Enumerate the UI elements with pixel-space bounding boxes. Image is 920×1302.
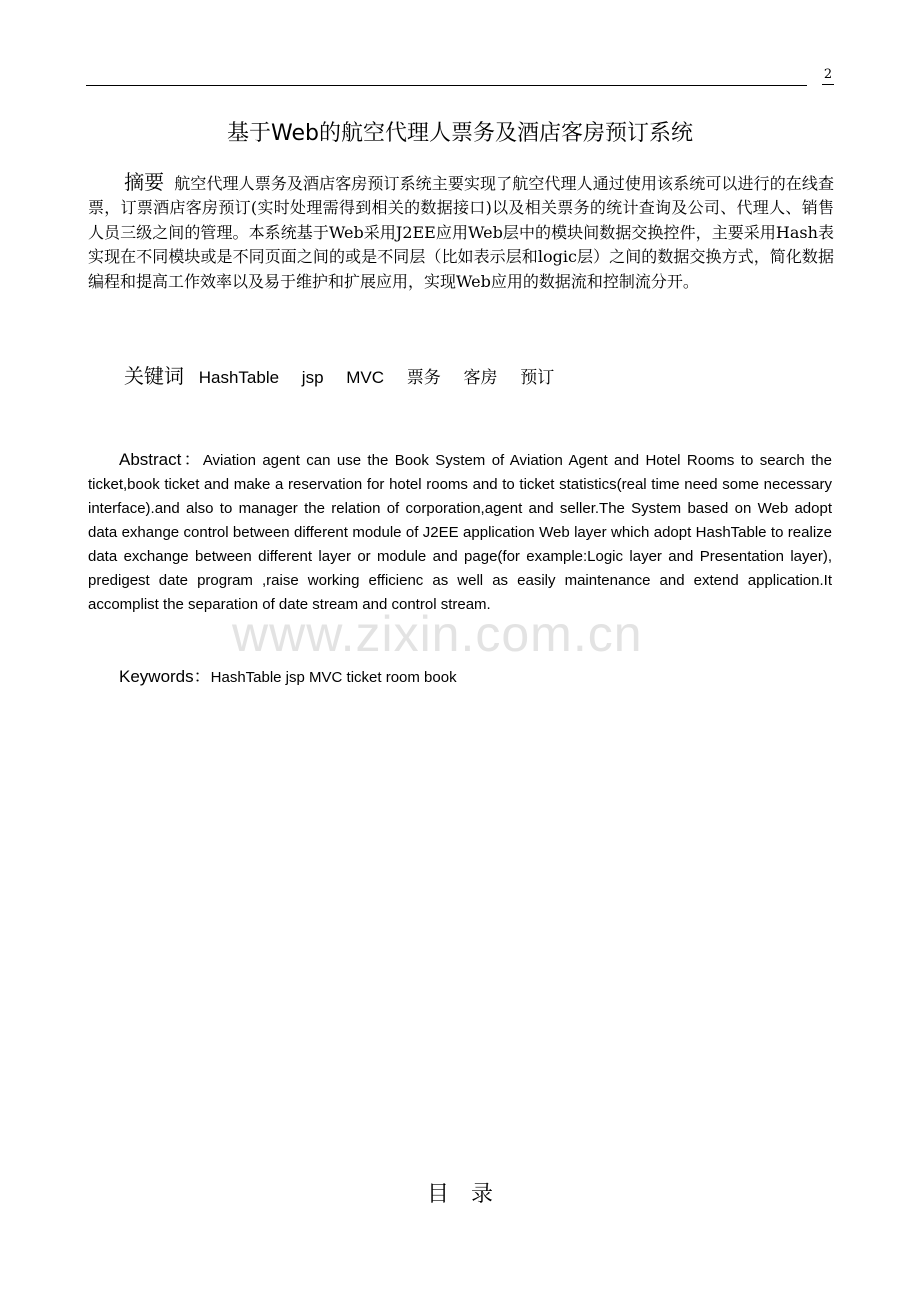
table-of-contents-heading: 目录	[426, 1182, 515, 1207]
keyword: 预订	[520, 368, 555, 387]
english-abstract	[88, 448, 832, 617]
english-abstract-text: Aviation agent can use the Book System of Aviation Agent and Hotel Rooms to search the ticket,book ticket and make a reservation for hotel rooms and to ticket statistics(real time need some necessary interface).and also to manager the relation of corporation,agent and seller.The System based on Web adopt data exhange control between different module of J2EE application Web layer which adopt HashTable to realize data exchange between different layer or module and page(for example:Logic layer and Presentation layer), predigest date program ,raise working efficienc as well as easily maintenance and extend application.It accomplist the separation of date stream and control stream.	[88, 452, 832, 613]
header-rule	[86, 85, 807, 86]
keyword: 客房	[463, 368, 498, 387]
english-keywords-text: HashTable jsp MVC ticket room book	[210, 669, 457, 686]
chinese-abstract-text: 航空代理人票务及酒店客房预订系统主要实现了航空代理人通过使用该系统可以进行的在线查票，订票酒店客房预订(实时处理需得到相关的数据接口)以及相关票务的统计查询及公司、代理人、销售人员三级之间的管理。本系统基于Web采用J2EE应用Web层中的模块间数据交换控件，主要采用Hash表实现在不同模块或是不同页面之间的或是不同层（比如表示层和logic层）之间的数据交换方式，简化数据编程和提高工作效率以及易于维护和扩展应用，实现Web应用的数据流和控制流分开。	[88, 174, 834, 291]
english-abstract-label: Abstract：	[119, 450, 203, 469]
chinese-keywords-label: 关键词	[124, 364, 184, 388]
chinese-keywords	[124, 362, 824, 392]
english-keywords-label: Keywords：	[119, 667, 211, 686]
chinese-abstract	[88, 170, 834, 294]
document-title: 基于Web的航空代理人票务及酒店客房预订系统	[227, 121, 693, 146]
watermark: www.zixin.com.cn	[232, 606, 643, 662]
chinese-abstract-label: 摘要	[124, 170, 165, 194]
keyword: 票务	[406, 368, 441, 387]
keyword: jsp	[301, 368, 324, 387]
keyword: HashTable	[198, 368, 280, 387]
keyword: MVC	[346, 368, 385, 387]
page-number: 2	[822, 66, 834, 85]
english-keywords	[119, 664, 819, 691]
